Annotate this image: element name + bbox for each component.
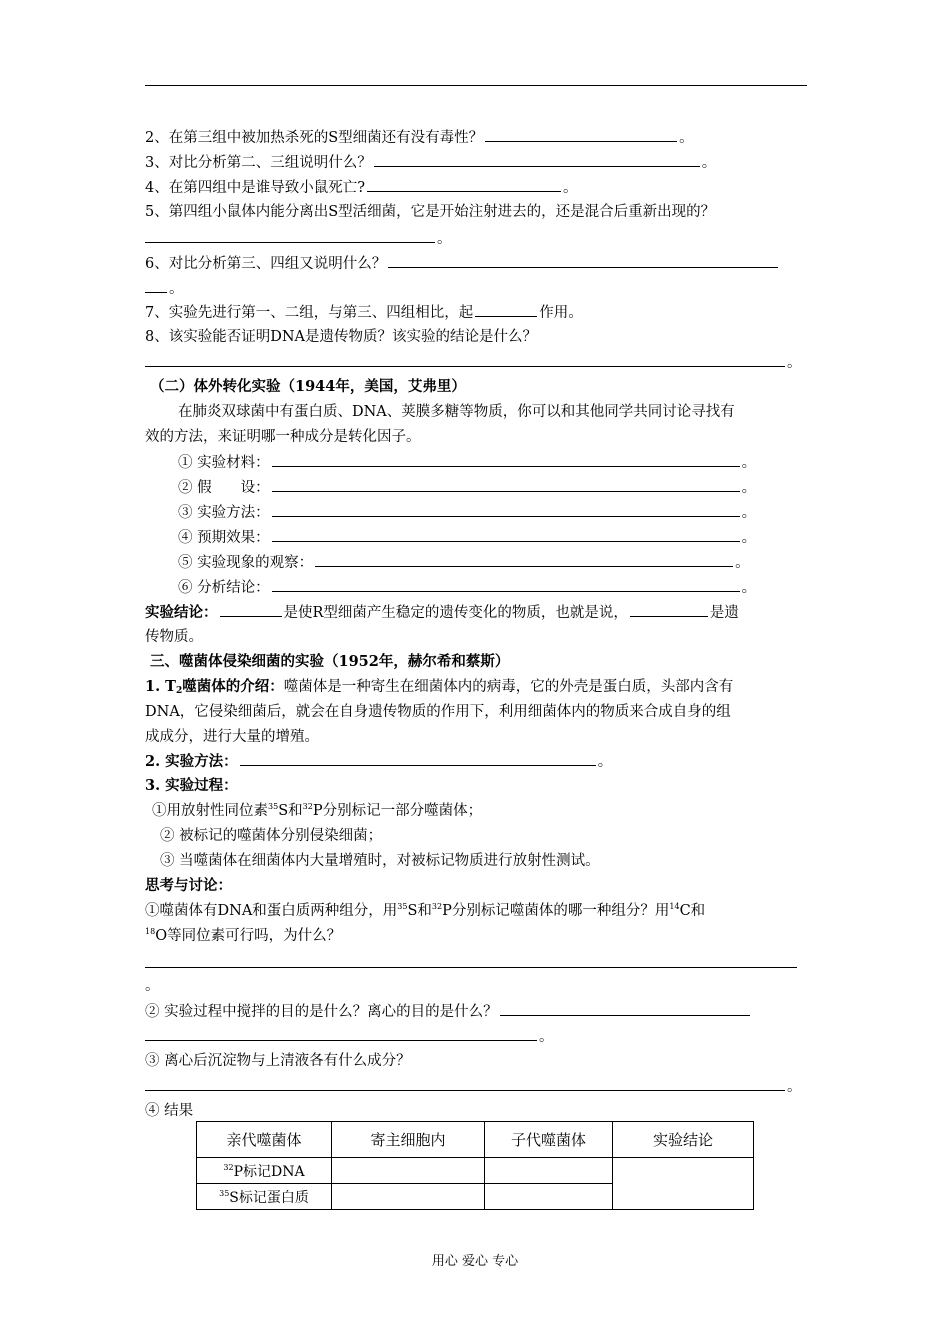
table-cell-conclusion[interactable]	[613, 1158, 754, 1210]
process-step-2: ② 被标记的噬菌体分别侵染细菌；	[160, 828, 383, 844]
result-table	[196, 1121, 754, 1210]
answer-blank[interactable]	[145, 1026, 537, 1041]
table-header-cell: 寄主细胞内	[332, 1122, 485, 1158]
table-header-cell: 亲代噬菌体	[197, 1122, 332, 1158]
discussion-2: ② 实验过程中搅拌的目的是什么？离心的目的是什么？	[145, 1001, 752, 1022]
answer-blank[interactable]	[485, 127, 677, 142]
answer-blank[interactable]	[374, 152, 700, 167]
question-4: 4、在第四组中是谁导致小鼠死亡? 。	[145, 177, 578, 198]
answer-blank[interactable]	[272, 527, 740, 542]
table-cell[interactable]	[485, 1184, 613, 1210]
section-3-title: 三、噬菌体侵染细菌的实验（1952年，赫尔希和蔡斯）	[150, 653, 510, 670]
discussion-4-result: ④ 结果	[145, 1103, 194, 1119]
experiment-method: 2. 实验方法： 。	[145, 753, 613, 770]
table-header-row	[197, 1122, 754, 1158]
section-2-intro: 在肺炎双球菌中有蛋白质、DNA、荚膜多糖等物质，你可以和其他同学共同讨论寻找有	[178, 404, 735, 420]
answer-blank[interactable]	[145, 278, 167, 293]
item-hypothesis: ② 假 设： 。	[178, 477, 756, 498]
section-2-intro-cont: 效的方法，来证明哪一种成分是转化因子。	[145, 429, 421, 445]
t2-intro: 1. $T_2$噬菌体的介绍：噬菌体是一种寄生在细菌体内的病毒，它的外壳是蛋白质，头部内含有	[145, 678, 734, 696]
t2-intro-cont-2: 成成分，进行大量的增殖。	[145, 729, 319, 745]
question-8: 8、该实验能否证明DNA是遗传物质？该实验的结论是什么？	[145, 329, 538, 345]
experiment-conclusion: 实验结论： 是使R型细菌产生稳定的遗传变化的物质，也就是说， 是遗	[145, 604, 739, 621]
discussion-1: ①噬菌体有DNA和蛋白质两种组分，用$^{35}$S和$^{32}$P分别标记噬菌体的哪一种组分？用$^{14}$C和	[145, 902, 706, 919]
answer-blank[interactable]	[220, 602, 282, 617]
page-footer: 用心 爱心 专心	[431, 1254, 519, 1269]
experiment-conclusion-cont: 传物质。	[145, 629, 203, 645]
answer-blank[interactable]	[272, 452, 740, 467]
answer-blank[interactable]	[388, 253, 778, 268]
answer-blank[interactable]	[272, 577, 740, 592]
table-cell[interactable]	[485, 1158, 613, 1184]
item-expected: ④ 预期效果： 。	[178, 527, 756, 548]
discussion-2-answer-line: 。	[145, 1026, 554, 1047]
table-row	[197, 1158, 754, 1184]
item-material: ① 实验材料： 。	[178, 452, 756, 473]
table-cell[interactable]	[332, 1158, 485, 1184]
table-cell[interactable]	[332, 1184, 485, 1210]
question-6-answer-line: 。	[145, 278, 184, 299]
table-row-label: $^{35}$S标记蛋白质	[197, 1184, 332, 1210]
question-7: 7、实验先进行第一、二组，与第三、四组相比，起 作用。	[145, 302, 583, 323]
header-rule	[145, 85, 807, 86]
process-step-1: ①用放射性同位素$^{35}$S和$^{32}$P分别标记一部分噬菌体；	[152, 802, 483, 819]
t2-intro-cont-1: DNA，它侵染细菌后，就会在自身遗传物质的作用下，利用细菌体内的物质来合成自身的组	[145, 704, 731, 720]
process-step-3: ③ 当噬菌体在细菌体内大量增殖时，对被标记物质进行放射性测试。	[160, 853, 600, 869]
section-2-title: （二）体外转化实验（1944年，美国，艾弗里）	[150, 378, 466, 395]
question-2: 2、在第三组中被加热杀死的S型细菌还有没有毒性？ 。	[145, 127, 694, 148]
question-5-answer-line: 。	[145, 228, 452, 249]
discussion-3-answer-line: 。	[145, 1076, 802, 1097]
question-8-answer-line: 。	[145, 352, 802, 373]
answer-blank[interactable]	[145, 953, 797, 968]
answer-blank[interactable]	[240, 751, 596, 766]
table-header-cell: 实验结论	[613, 1122, 754, 1158]
answer-blank[interactable]	[315, 552, 733, 567]
process-label: 3. 实验过程：	[145, 777, 238, 794]
item-observation: ⑤ 实验现象的观察： 。	[178, 552, 750, 573]
answer-blank[interactable]	[145, 228, 435, 243]
table-row-label: $^{32}$P标记DNA	[197, 1158, 332, 1184]
discussion-3: ③ 离心后沉淀物与上清液各有什么成分？	[145, 1053, 411, 1069]
answer-blank[interactable]	[272, 502, 740, 517]
discussion-1-cont: $^{18}$O等同位素可行吗，为什么？	[145, 927, 342, 944]
question-3: 3、对比分析第二、三组说明什么？ 。	[145, 152, 716, 173]
discussion-1-answer-line	[145, 953, 799, 974]
answer-blank[interactable]	[272, 477, 740, 492]
answer-blank[interactable]	[630, 602, 708, 617]
question-6: 6、对比分析第三、四组又说明什么？	[145, 253, 780, 274]
answer-blank[interactable]	[145, 1076, 785, 1091]
item-method: ③ 实验方法： 。	[178, 502, 756, 523]
answer-blank[interactable]	[500, 1001, 750, 1016]
table-header-cell: 子代噬菌体	[485, 1122, 613, 1158]
answer-blank[interactable]	[145, 352, 785, 367]
answer-blank[interactable]	[475, 302, 537, 317]
answer-blank[interactable]	[367, 177, 561, 192]
item-analysis: ⑥ 分析结论： 。	[178, 577, 756, 598]
discussion-label: 思考与讨论：	[145, 877, 232, 894]
question-5: 5、第四组小鼠体内能分离出S型活细菌，它是开始注射进去的，还是混合后重新出现的？	[145, 204, 716, 220]
discussion-1-period: 。	[145, 978, 160, 994]
